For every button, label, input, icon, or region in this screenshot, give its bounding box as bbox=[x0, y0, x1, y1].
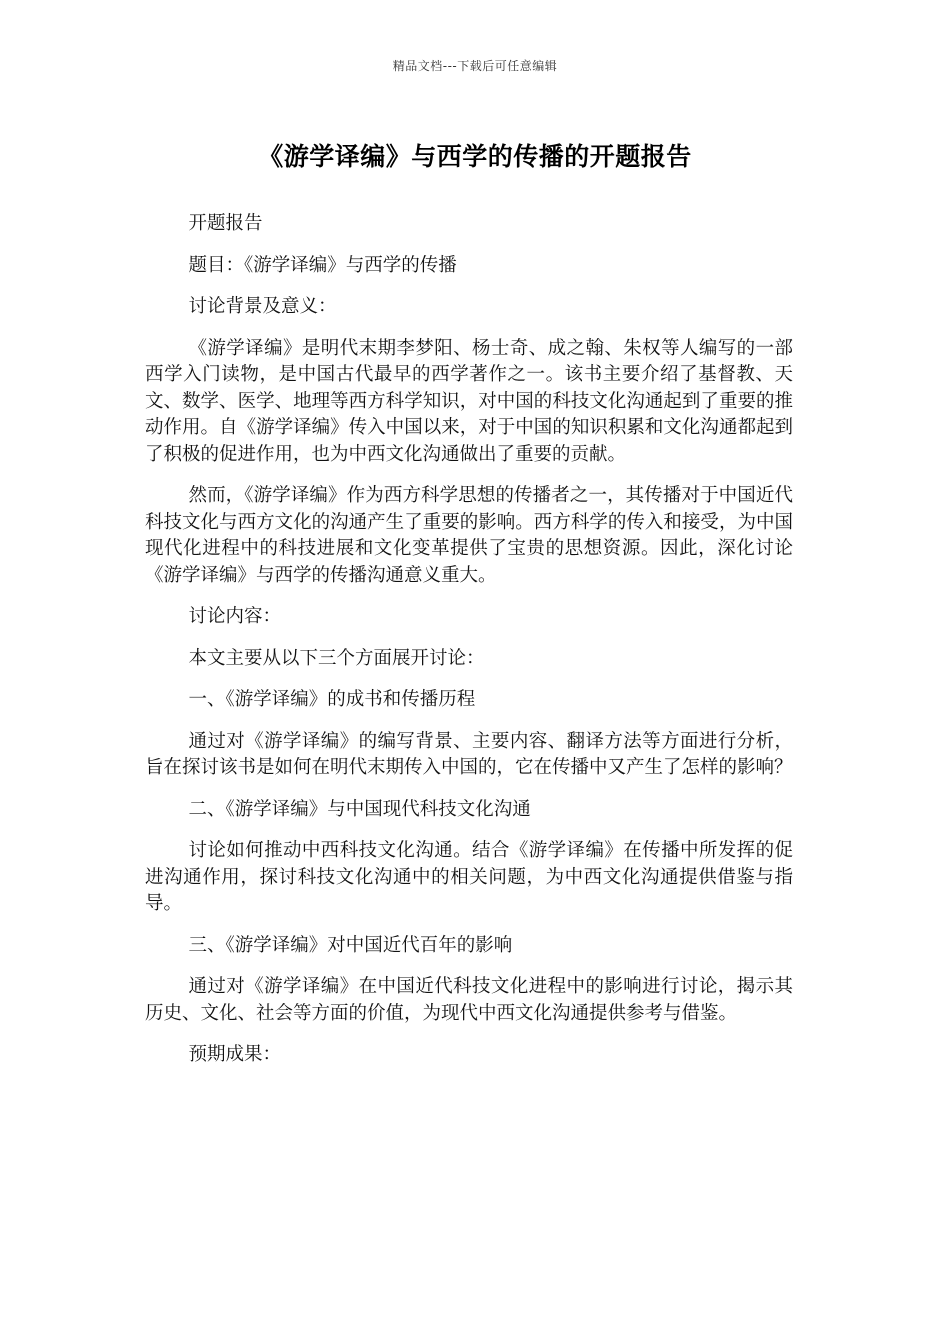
section-heading-outcomes: 预期成果： bbox=[188, 1044, 281, 1065]
subheading-3: 三、《游学译编》对中国近代百年的影响 bbox=[188, 934, 513, 956]
content-intro: 本文主要从以下三个方面展开讨论： bbox=[188, 647, 485, 669]
subheading-2: 二、《游学译编》与中国现代科技文化沟通 bbox=[188, 798, 531, 820]
header-note: 精品文档---下载后可任意编辑 bbox=[392, 59, 558, 73]
document-body bbox=[145, 211, 793, 1084]
paragraph-sub-1: 通过对《游学译编》的编写背景、主要内容、翻译方法等方面进行分析，旨在探讨该书是如何在明代末期传入中国的，它在传播中又产生了怎样的影响？ bbox=[145, 730, 793, 778]
paragraph-sub-2: 讨论如何推动中西科技文化沟通。结合《游学译编》在传播中所发挥的促进沟通作用，探讨科技文化沟通中的相关问题，为中西文化沟通提供借鉴与指导。 bbox=[145, 840, 793, 914]
subheading-1: 一、《游学译编》的成书和传播历程 bbox=[188, 689, 476, 710]
topic-line: 题目：《游学译编》与西学的传播 bbox=[188, 254, 457, 276]
paragraph-background-2: 然而，《游学译编》作为西方科学思想的传播者之一，其传播对于中国近代科技文化与西方文化的沟通产生了重要的影响。西方科学的传入和接受，为中国现代化进程中的科技进展和文化变革提供了宝贵的思想资源。因此，深化讨论《游学译编》与西学的传播沟通意义重大。 bbox=[145, 485, 793, 586]
paragraph-background-1: 《游学译编》是明代末期李梦阳、杨士奇、成之翰、朱权等人编写的一部西学入门读物，是中国古代最早的西学著作之一。该书主要介绍了基督教、天文、数学、医学、地理等西方科学知识，对中国的科技文化沟通起到了重要的推动作用。自《游学译编》传入中国以来，对于中国的知识积累和文化沟通都起到了积极的促进作用，也为中西文化沟通做出了重要的贡献。 bbox=[145, 337, 793, 465]
section-heading-background: 讨论背景及意义： bbox=[188, 296, 337, 317]
paragraph-sub-3: 通过对《游学译编》在中国近代科技文化进程中的影响进行讨论，揭示其历史、文化、社会等方面的价值，为现代中西文化沟通提供参考与借鉴。 bbox=[145, 976, 793, 1024]
page-title: 《游学译编》与西学的传播的开题报告 bbox=[258, 142, 692, 171]
section-label-report: 开题报告 bbox=[188, 213, 263, 234]
section-heading-content: 讨论内容： bbox=[188, 606, 281, 627]
